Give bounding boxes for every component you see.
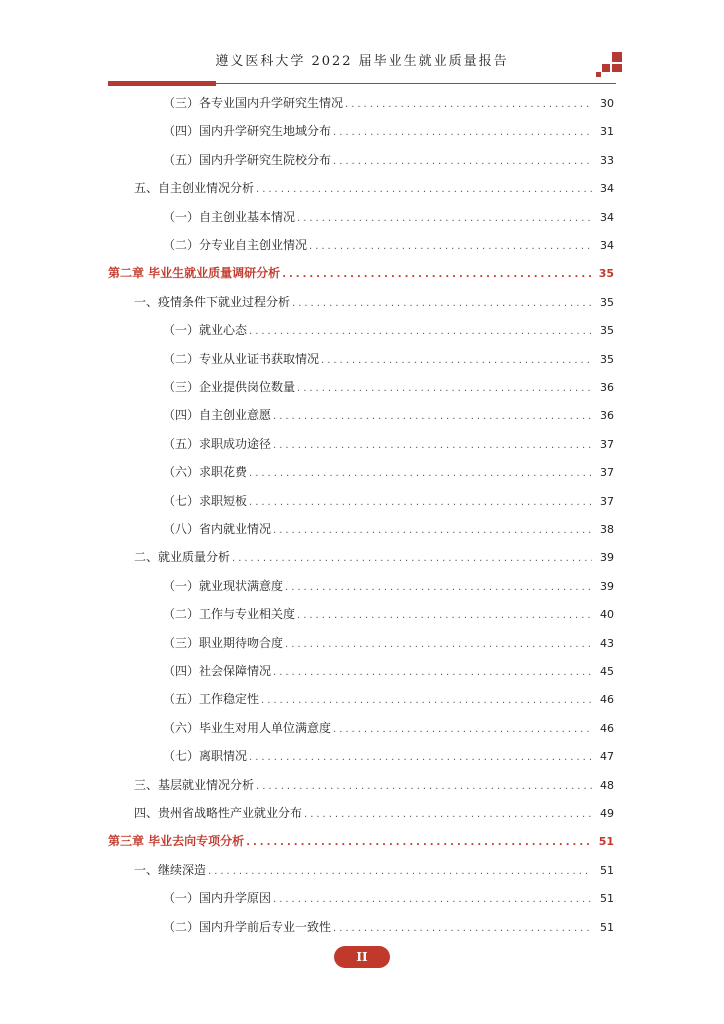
toc-leader-dots xyxy=(256,777,592,797)
toc-entry-title: 第三章 毕业去向专项分析 xyxy=(108,834,245,849)
toc-entry-title: （五）求职成功途径 xyxy=(163,436,272,451)
toc-page-number: 39 xyxy=(600,579,614,593)
toc-entry-title: （七）离职情况 xyxy=(163,749,248,764)
toc-leader-dots xyxy=(285,578,592,598)
toc-leader-dots xyxy=(292,294,592,314)
toc-entry-title: （一）就业心态 xyxy=(163,323,248,338)
toc-entry-title: （二）国内升学前后专业一致性 xyxy=(163,919,332,934)
toc-subsection-entry[interactable] xyxy=(163,491,614,511)
toc-page-number: 40 xyxy=(600,608,614,622)
toc-page-number: 38 xyxy=(600,523,614,536)
toc-section-entry[interactable] xyxy=(134,547,614,567)
toc-leader-dots xyxy=(345,95,592,115)
toc-page-number: 49 xyxy=(600,807,614,820)
toc-page-number: 47 xyxy=(600,750,614,764)
toc-leader-dots xyxy=(273,663,592,683)
toc-subsection-entry[interactable] xyxy=(163,576,614,596)
toc-entry-title: 一、继续深造 xyxy=(134,862,207,877)
toc-leader-dots xyxy=(333,919,592,939)
toc-leader-dots xyxy=(249,493,592,513)
toc-subsection-entry[interactable] xyxy=(163,689,614,709)
toc-page-number: 51 xyxy=(600,920,614,934)
toc-entry-title: （三）各专业国内升学研究生情况 xyxy=(163,96,344,110)
toc-subsection-entry[interactable] xyxy=(163,917,614,937)
toc-leader-dots xyxy=(261,691,592,711)
toc-entry-title: 四、贵州省战略性产业就业分布 xyxy=(134,806,303,820)
toc-section-entry[interactable] xyxy=(134,860,614,880)
toc-page-number: 46 xyxy=(600,721,614,735)
toc-entry-title: （四）国内升学研究生地域分布 xyxy=(163,124,332,139)
toc-leader-dots xyxy=(208,862,592,882)
toc-entry-title: 第二章 毕业生就业质量调研分析 xyxy=(108,266,281,281)
toc-page-number: 37 xyxy=(600,494,614,508)
toc-entry-title: （四）社会保障情况 xyxy=(163,664,272,678)
toc-page-number: 35 xyxy=(598,267,614,281)
toc-leader-dots xyxy=(297,209,592,229)
toc-page-number: 35 xyxy=(600,295,614,309)
toc-leader-dots xyxy=(297,379,592,399)
toc-page-number: 30 xyxy=(600,97,614,110)
toc-entry-title: （六）求职花费 xyxy=(163,465,248,480)
toc-subsection-entry[interactable] xyxy=(163,718,614,738)
toc-subsection-entry[interactable] xyxy=(163,320,614,340)
header-rule-thick xyxy=(108,81,216,86)
toc-section-entry[interactable] xyxy=(134,178,614,198)
toc-leader-dots xyxy=(321,351,592,371)
toc-page-number: 37 xyxy=(600,466,614,480)
toc-leader-dots xyxy=(232,549,592,569)
toc-entry-title: （二）工作与专业相关度 xyxy=(163,607,296,622)
toc-leader-dots xyxy=(246,833,592,853)
toc-chapter-entry[interactable] xyxy=(108,831,614,851)
toc-page-number: 35 xyxy=(600,324,614,338)
toc-page-number: 34 xyxy=(600,239,614,252)
toc-subsection-entry[interactable] xyxy=(163,434,614,454)
toc-entry-title: （六）毕业生对用人单位满意度 xyxy=(163,720,332,735)
toc-page-number: 51 xyxy=(600,863,614,877)
toc-entry-title: （四）自主创业意愿 xyxy=(163,408,272,423)
toc-page-number: 37 xyxy=(600,437,614,451)
toc-leader-dots xyxy=(273,890,592,910)
toc-leader-dots xyxy=(273,407,592,427)
toc-leader-dots xyxy=(282,265,592,285)
toc-page-number: 46 xyxy=(600,693,614,707)
toc-entry-title: （二）分专业自主创业情况 xyxy=(163,238,308,252)
toc-entry-title: （一）就业现状满意度 xyxy=(163,578,284,593)
toc-entry-title: （三）企业提供岗位数量 xyxy=(163,380,296,394)
toc-entry-title: 一、疫情条件下就业过程分析 xyxy=(134,294,291,309)
toc-leader-dots xyxy=(297,606,592,626)
toc-page-number: 34 xyxy=(600,210,614,224)
toc-subsection-entry[interactable] xyxy=(163,888,614,908)
toc-subsection-entry[interactable] xyxy=(163,150,614,170)
toc-section-entry[interactable] xyxy=(134,775,614,795)
toc-entry-title: （二）专业从业证书获取情况 xyxy=(163,351,320,366)
toc-entry-title: （三）职业期待吻合度 xyxy=(163,635,284,650)
toc-subsection-entry[interactable] xyxy=(163,746,614,766)
toc-leader-dots xyxy=(273,521,592,541)
toc-subsection-entry[interactable] xyxy=(163,633,614,653)
toc-subsection-entry[interactable] xyxy=(163,207,614,227)
toc-page-number: 36 xyxy=(600,409,614,423)
toc-subsection-entry[interactable] xyxy=(163,405,614,425)
toc-section-entry[interactable] xyxy=(134,292,614,312)
toc-section-entry[interactable] xyxy=(134,803,614,823)
logo-squares-icon xyxy=(596,52,622,78)
toc-page-number: 43 xyxy=(600,636,614,650)
toc-entry-title: （七）求职短板 xyxy=(163,493,248,508)
toc-subsection-entry[interactable] xyxy=(163,349,614,369)
toc-leader-dots xyxy=(309,237,592,257)
toc-subsection-entry[interactable] xyxy=(163,519,614,539)
toc-page-number: 48 xyxy=(600,778,614,792)
header-rule-thin xyxy=(216,83,616,84)
toc-subsection-entry[interactable] xyxy=(163,377,614,397)
toc-page-number: 33 xyxy=(600,153,614,167)
toc-page-number: 39 xyxy=(600,551,614,565)
toc-page-number: 45 xyxy=(600,665,614,678)
toc-page-number: 34 xyxy=(600,182,614,196)
toc-leader-dots xyxy=(333,152,592,172)
toc-leader-dots xyxy=(333,720,592,740)
toc-page-number: 31 xyxy=(600,125,614,139)
toc-leader-dots xyxy=(333,123,592,143)
toc-entry-title: （五）工作稳定性 xyxy=(163,692,260,707)
toc-entry-title: （五）国内升学研究生院校分布 xyxy=(163,152,332,167)
toc-leader-dots xyxy=(273,436,592,456)
toc-entry-title: （八）省内就业情况 xyxy=(163,522,272,536)
toc-leader-dots xyxy=(256,180,592,200)
toc-subsection-entry[interactable] xyxy=(163,121,614,141)
toc-entry-title: （一）国内升学原因 xyxy=(163,891,272,906)
toc-leader-dots xyxy=(285,635,592,655)
toc-page-number: 35 xyxy=(600,352,614,366)
toc-entry-title: （一）自主创业基本情况 xyxy=(163,209,296,224)
report-title: 遵义医科大学 2022 届毕业生就业质量报告 xyxy=(215,54,509,69)
toc-subsection-entry[interactable] xyxy=(163,661,614,681)
toc-subsection-entry[interactable] xyxy=(163,93,614,113)
toc-leader-dots xyxy=(304,805,592,825)
toc-page-number: 36 xyxy=(600,381,614,394)
toc-entry-title: 二、就业质量分析 xyxy=(134,550,231,565)
toc-leader-dots xyxy=(249,464,592,484)
toc-leader-dots xyxy=(249,748,592,768)
toc-chapter-entry[interactable] xyxy=(108,263,614,283)
toc-subsection-entry[interactable] xyxy=(163,604,614,624)
toc-subsection-entry[interactable] xyxy=(163,235,614,255)
toc-subsection-entry[interactable] xyxy=(163,462,614,482)
toc-page-number: 51 xyxy=(600,892,614,906)
toc-page-number: 51 xyxy=(598,835,614,849)
toc-entry-title: 五、自主创业情况分析 xyxy=(134,181,255,196)
toc-entry-title: 三、基层就业情况分析 xyxy=(134,777,255,792)
toc-leader-dots xyxy=(249,322,592,342)
page-number-badge: II xyxy=(334,946,390,968)
